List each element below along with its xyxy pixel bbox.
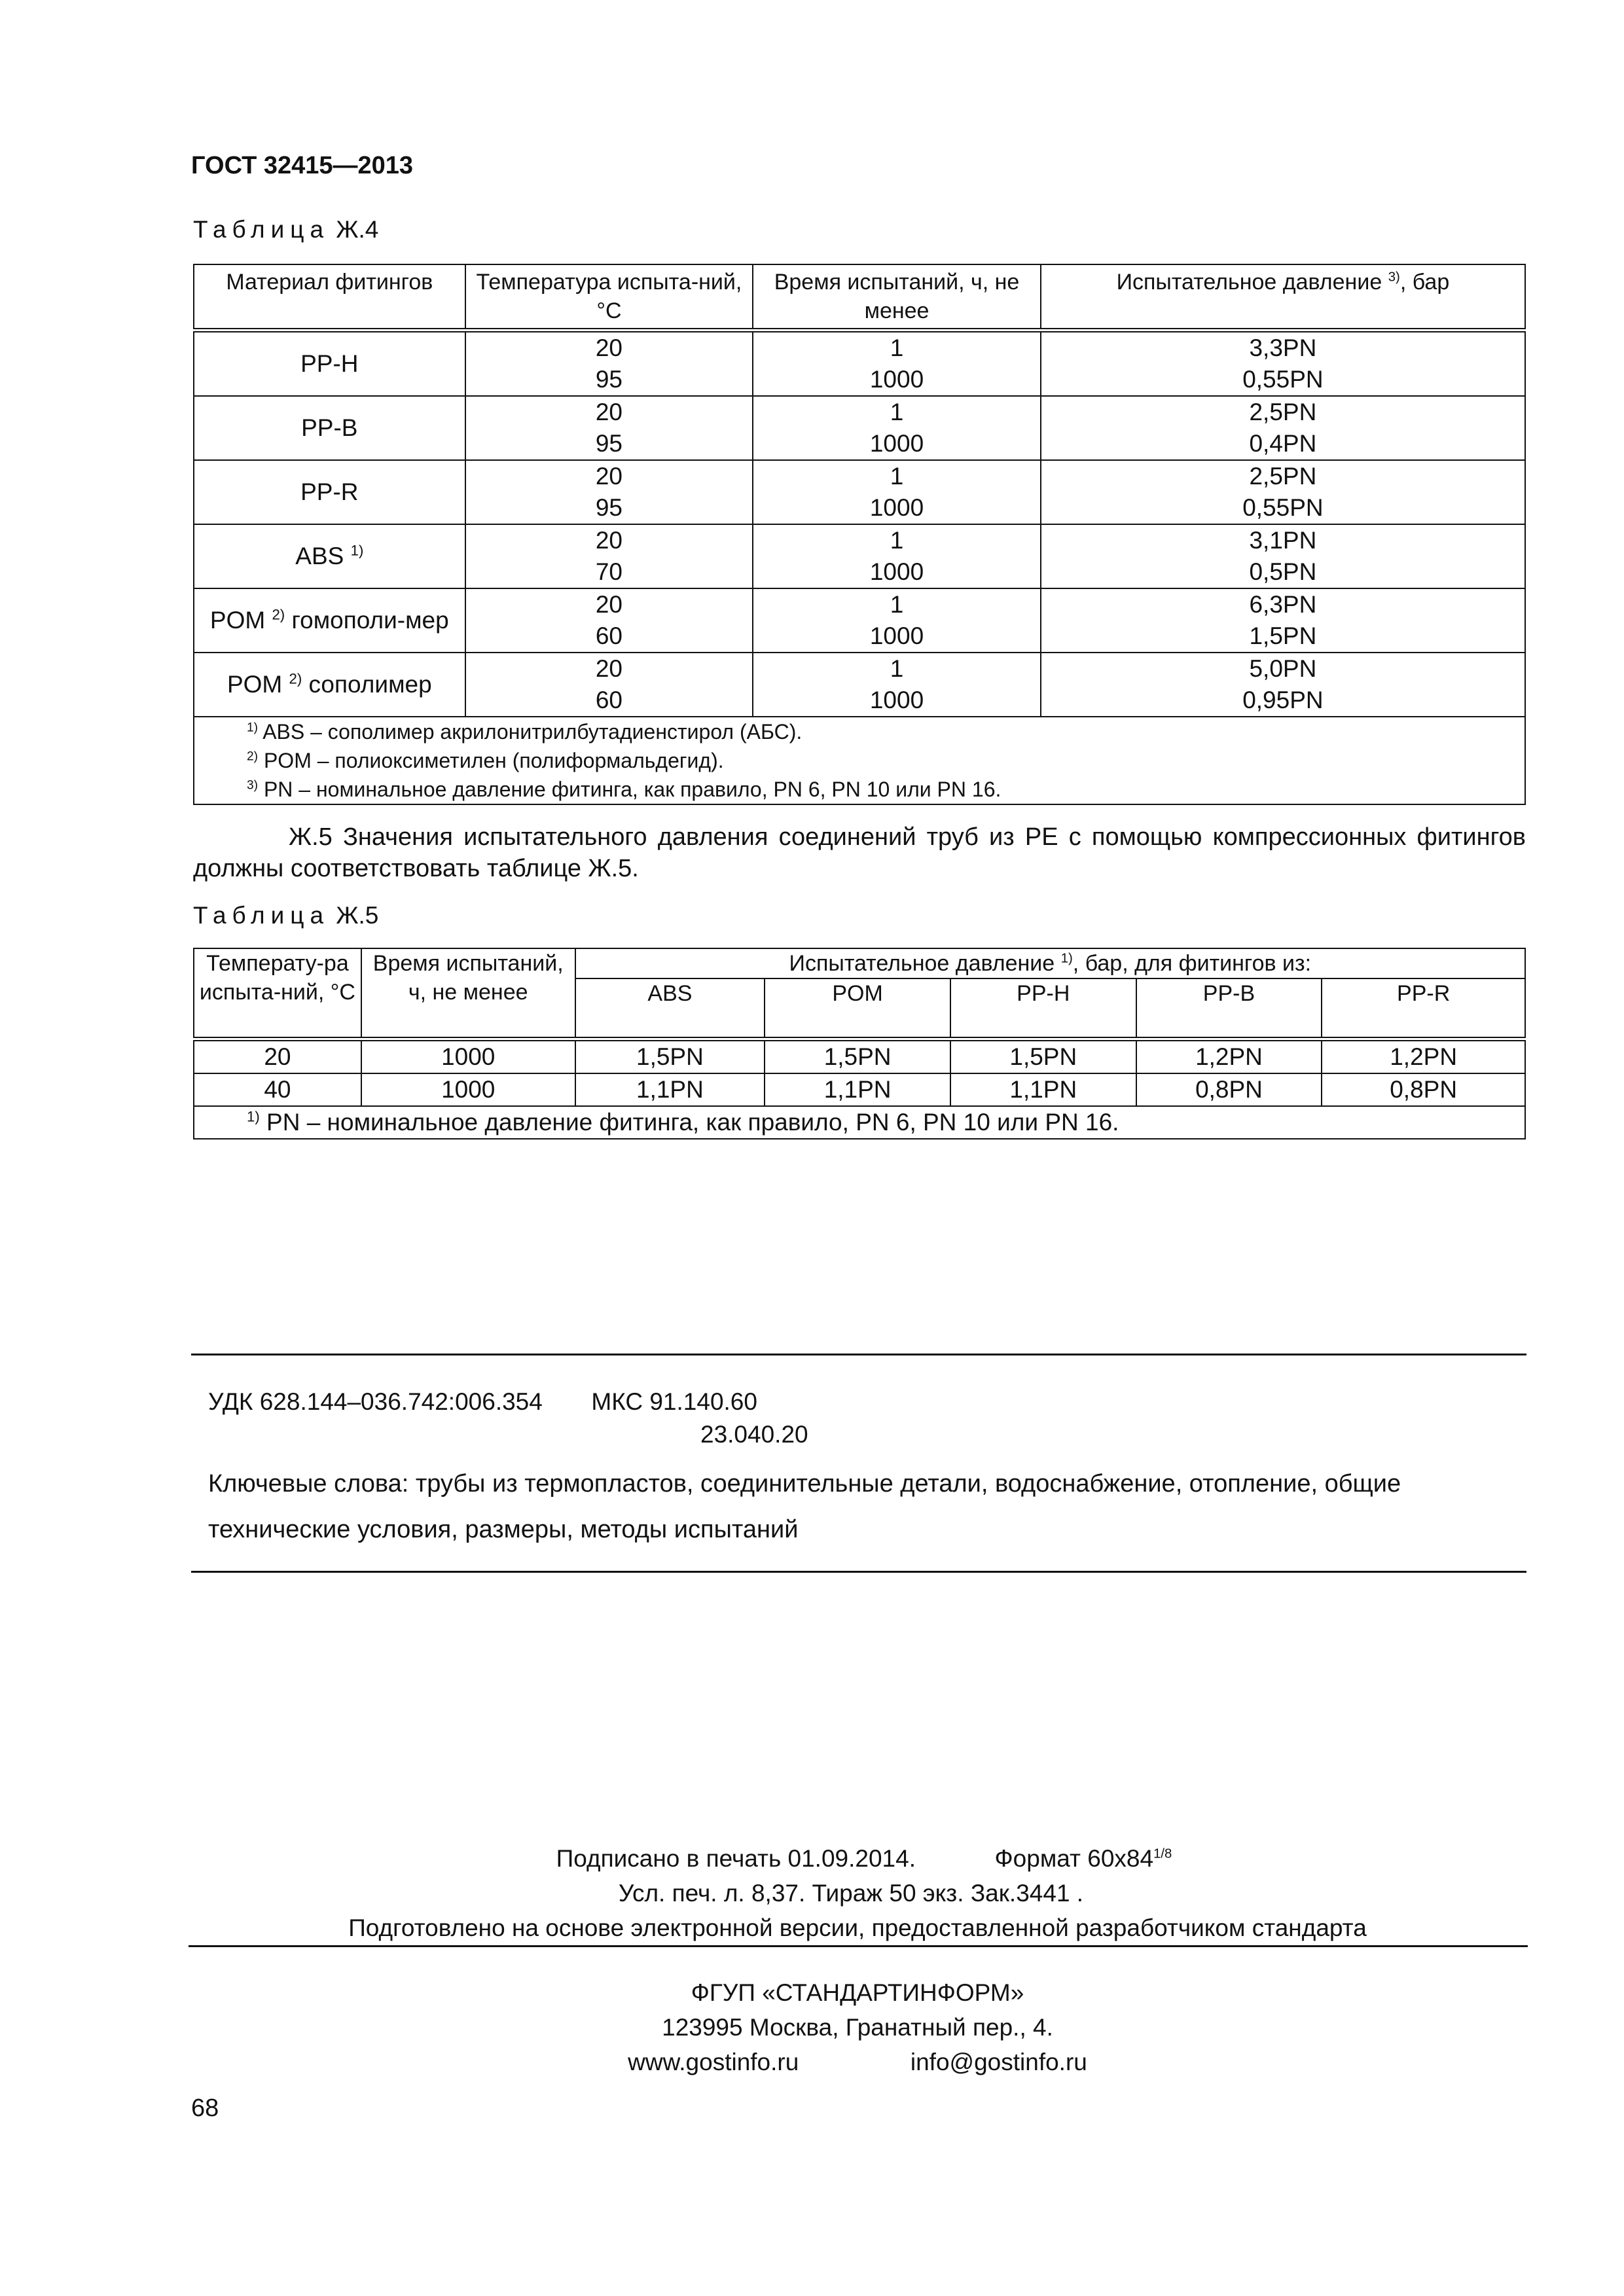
- table5-cell: 1,2PN: [1322, 1039, 1525, 1074]
- table5-cell: 1,1PN: [950, 1073, 1136, 1106]
- udk-code: УДК 628.144–036.742:006.354: [208, 1388, 543, 1415]
- table4-caption-number: Ж.4: [336, 216, 379, 243]
- table4-time: 1 1000: [753, 653, 1041, 717]
- table5-header-row: [194, 948, 1525, 978]
- mks-code-2: 23.040.20: [700, 1421, 808, 1448]
- publisher-address: 123995 Москва, Гранатный пер., 4.: [662, 2014, 1053, 2041]
- table-row: [194, 524, 1525, 588]
- imprint-format-fraction: 1/8: [1153, 1846, 1172, 1861]
- table4-material: PP-B: [194, 396, 465, 460]
- table5-notes-row: [194, 1106, 1525, 1139]
- table4-temp: 20 60: [465, 588, 753, 653]
- table5-header-material: PP-B: [1136, 978, 1322, 1039]
- table5-cell: 20: [194, 1039, 361, 1074]
- table4-temp: 20 95: [465, 331, 753, 397]
- imprint-format: Формат 60x84: [994, 1845, 1154, 1872]
- publisher: ФГУП «СТАНДАРТИНФОРМ»: [691, 1979, 1024, 2006]
- table5-header-pressure: Испытательное давление $^{1)}$, бар, для фитингов из:: [575, 948, 1525, 978]
- table4-material: POM $^{2)}$ сополимер: [194, 653, 465, 717]
- table5-header-time: Время испытаний, ч, не менее: [361, 948, 575, 1039]
- table4-pressure: 3,1PN 0,5PN: [1041, 524, 1525, 588]
- table-row: [194, 588, 1525, 653]
- table5-cell: 1000: [361, 1073, 575, 1106]
- paragraph-zh5: Ж.5 Значения испытательного давления соединений труб из PE с помощью компрессионных фитингов должны соответствовать таблице Ж.5.: [193, 823, 1526, 882]
- table4-header-pressure: [1041, 264, 1525, 331]
- table5-cell: 1,5PN: [575, 1039, 765, 1074]
- website-link[interactable]: www.gostinfo.ru: [628, 2049, 799, 2075]
- table5-caption: [193, 902, 378, 929]
- table5-cell: 1000: [361, 1039, 575, 1074]
- table5-header-material: PP-R: [1322, 978, 1525, 1039]
- table4-header-row: [194, 264, 1525, 331]
- mks-code-1: МКС 91.140.60: [591, 1388, 757, 1415]
- classification-block: [208, 1386, 808, 1451]
- table4-caption: [193, 216, 378, 243]
- document-code: ГОСТ 32415—2013: [191, 152, 414, 179]
- imprint-line-2: Усл. печ. л. 8,37. Тираж 50 экз. Зак.3441 .: [618, 1880, 1084, 1907]
- email-link[interactable]: info@gostinfo.ru: [910, 2049, 1087, 2075]
- divider: [189, 1945, 1528, 1947]
- table4-temp: 20 95: [465, 460, 753, 524]
- table4-pressure: 6,3PN 1,5PN: [1041, 588, 1525, 653]
- table4-caption-word: Таблица: [193, 216, 330, 243]
- table4-temp: 20 70: [465, 524, 753, 588]
- imprint-line-1: [196, 1842, 1532, 1875]
- table4-header-time: Время испытаний, ч, не менее: [753, 264, 1041, 331]
- table5-footnote: $^{1)}$ PN – номинальное давление фитинга, как правило, PN 6, PN 10 или PN 16.: [194, 1106, 1525, 1139]
- publisher-contacts: [190, 2046, 1525, 2079]
- table4-time: 1 1000: [753, 524, 1041, 588]
- table4-material: PP-R: [194, 460, 465, 524]
- table4-notes-row: [194, 717, 1525, 804]
- table5-header-temperature: Температу-ра испыта-ний, °С: [194, 948, 361, 1039]
- table5-cell: 1,1PN: [575, 1073, 765, 1106]
- table4-header-pressure-footnote: 3): [1388, 270, 1400, 285]
- table-row: [194, 396, 1525, 460]
- table-row: [194, 460, 1525, 524]
- table5-cell: 1,1PN: [765, 1073, 950, 1106]
- table5-cell: 1,2PN: [1136, 1039, 1322, 1074]
- table4-pressure: 3,3PN 0,55PN: [1041, 331, 1525, 397]
- imprint-signed: Подписано в печать 01.09.2014.: [556, 1845, 916, 1872]
- table-row: [194, 1039, 1525, 1074]
- table4-material: POM $^{2)}$ гомополи-мер: [194, 588, 465, 653]
- table5-cell: 40: [194, 1073, 361, 1106]
- table4-time: 1 1000: [753, 588, 1041, 653]
- table4-header-material: Материал фитингов: [194, 264, 465, 331]
- table4-time: 1 1000: [753, 460, 1041, 524]
- table-row: [194, 331, 1525, 397]
- table5-cell: 0,8PN: [1136, 1073, 1322, 1106]
- footnote: $^{2)}$ POM – полиоксиметилен (полиформальдегид).: [247, 749, 724, 772]
- table4-temp: 20 95: [465, 396, 753, 460]
- table4-time: 1 1000: [753, 331, 1041, 397]
- footnote: $^{3)}$ PN – номинальное давление фитинга, как правило, PN 6, PN 10 или PN 16.: [247, 778, 1001, 801]
- footnote: $^{1)}$ ABS – сополимер акрилонитрилбутадиенстирол (АБС).: [247, 720, 803, 744]
- table-row: [194, 653, 1525, 717]
- table5-cell: 0,8PN: [1322, 1073, 1525, 1106]
- table4-pressure: 2,5PN 0,4PN: [1041, 396, 1525, 460]
- page-number: 68: [191, 2094, 219, 2122]
- table4-footnotes: [194, 717, 1525, 804]
- table4-header-temperature: Температура испыта-ний, °С: [465, 264, 753, 331]
- table5-cell: 1,5PN: [950, 1039, 1136, 1074]
- table4-pressure: 5,0PN 0,95PN: [1041, 653, 1525, 717]
- imprint-line-3: Подготовлено на основе электронной версии, предоставленной разработчиком стандарта: [348, 1914, 1367, 1941]
- divider: [191, 1354, 1526, 1355]
- table4-material: ABS $^{1)}$: [194, 524, 465, 588]
- table4-time: 1 1000: [753, 396, 1041, 460]
- table-row: [194, 1073, 1525, 1106]
- table5-cell: 1,5PN: [765, 1039, 950, 1074]
- table4: [193, 264, 1526, 805]
- table5-header-material: POM: [765, 978, 950, 1039]
- keywords: Ключевые слова: трубы из термопластов, соединительные детали, водоснабжение, отопление, общие технические условия, размеры, методы испытаний: [208, 1470, 1401, 1543]
- table5: [193, 948, 1526, 1139]
- table5-header-material: ABS: [575, 978, 765, 1039]
- table4-temp: 20 60: [465, 653, 753, 717]
- divider: [191, 1571, 1526, 1573]
- table4-pressure: 2,5PN 0,55PN: [1041, 460, 1525, 524]
- table5-caption-number: Ж.5: [336, 902, 379, 929]
- table5-header-material: PP-H: [950, 978, 1136, 1039]
- table4-header-pressure-unit: , бар: [1399, 270, 1450, 295]
- table4-material: PP-H: [194, 331, 465, 397]
- table5-caption-word: Таблица: [193, 902, 330, 929]
- table4-header-pressure-label: Испытательное давление: [1116, 270, 1382, 295]
